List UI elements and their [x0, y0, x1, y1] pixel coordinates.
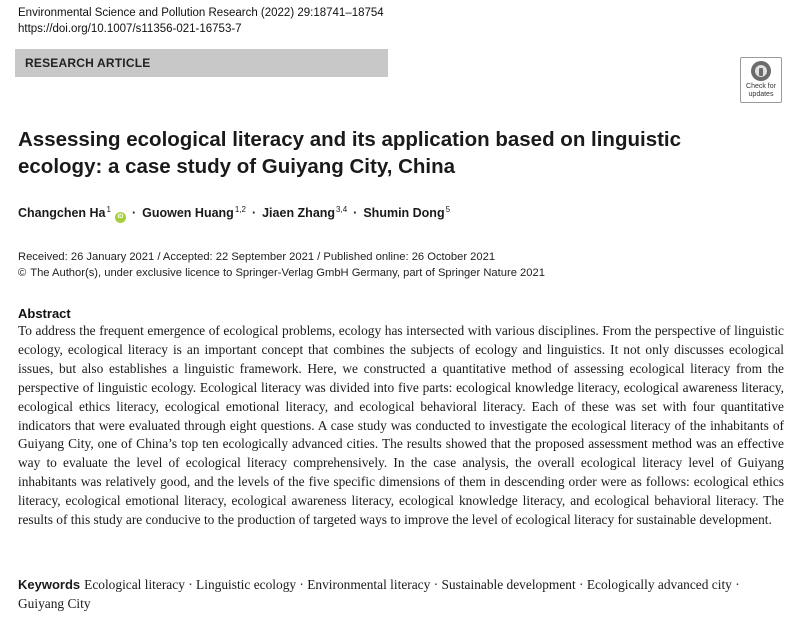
keywords-text: Ecological literacy · Linguistic ecology · Environmental literacy · Sustainable development · Ecologically advanced city · Guiyang City: [18, 577, 740, 611]
article-title: Assessing ecological literacy and its application based on linguistic ecology: a case study of Guiyang City, China: [18, 128, 682, 178]
author-name[interactable]: Jiaen Zhang: [262, 206, 336, 220]
check-updates-label: Check for updates: [746, 83, 776, 98]
keywords-section: [18, 576, 788, 613]
check-updates-icon: [751, 61, 771, 81]
author-affiliation: 1,2: [234, 205, 246, 214]
author-name[interactable]: Changchen Ha: [18, 206, 106, 220]
copyright-line: [18, 266, 545, 280]
author-affiliation: 5: [445, 205, 451, 214]
author-list: [18, 205, 450, 223]
keywords-label: Keywords: [18, 577, 81, 592]
publication-dates: Received: 26 January 2021 / Accepted: 22 September 2021 / Published online: 26 October 2021: [18, 251, 496, 263]
abstract-heading: Abstract: [18, 306, 71, 321]
author-separator: ·: [353, 206, 358, 220]
journal-citation: Environmental Science and Pollution Research (2022) 29:18741–18754: [18, 7, 384, 19]
abstract-text: To address the frequent emergence of ecological problems, ecology has intersected with various disciplines. From the perspective of linguistic ecology, ecological literacy is an important concept that combines the subjects of ecology and linguistics. It not only discusses ecological issues, but also establishes a linguistic framework. Here, we constructed a quantitative method of assessing ecological literacy from the perspective of linguistic ecology. Ecological literacy was divided into five parts: ecological knowledge literacy, ecological awareness literacy, ecological ethics literacy, ecological emotional literacy, and ecological behavioral literacy. Each of these was set with four quantitative indicators that were evaluated through eight questions. A case study was conducted to investigate the ecological literacy of the inhabitants of Guiyang City, one of China’s top ten ecologically advanced cities. The results showed that the proposed assessment method was an effective way to evaluate the level of ecological literacy comprehensively. In the case analysis, the overall ecological literacy level of Guiyang inhabitants was relatively good, and the levels of the five specific dimensions of them in descending order were as follows: ecological ethics literacy, ecological emotional literacy, ecological awareness literacy, ecological knowledge literacy, and ecological behavioral literacy. The results of this study are conducive to the production of targeted ways to improve the level of ecological literacy for sustainable development.: [18, 323, 784, 528]
author-separator: ·: [131, 206, 137, 220]
author-name[interactable]: Shumin Dong: [363, 206, 445, 220]
author-affiliation: 1: [106, 205, 111, 214]
copyright-icon: ©: [18, 267, 27, 279]
author-separator: ·: [251, 206, 257, 220]
author-affiliation: 3,4: [336, 205, 348, 214]
check-for-updates-button[interactable]: [740, 57, 782, 103]
article-type-band: [15, 49, 388, 77]
article-type: RESEARCH ARTICLE: [25, 56, 151, 70]
orcid-icon[interactable]: iD: [115, 212, 126, 223]
doi-link[interactable]: https://doi.org/10.1007/s11356-021-16753-7: [18, 23, 242, 35]
author-name[interactable]: Guowen Huang: [142, 206, 234, 220]
copyright-text: The Author(s), under exclusive licence to Springer-Verlag GmbH Germany, part of Springer Nature 2021: [30, 267, 545, 279]
